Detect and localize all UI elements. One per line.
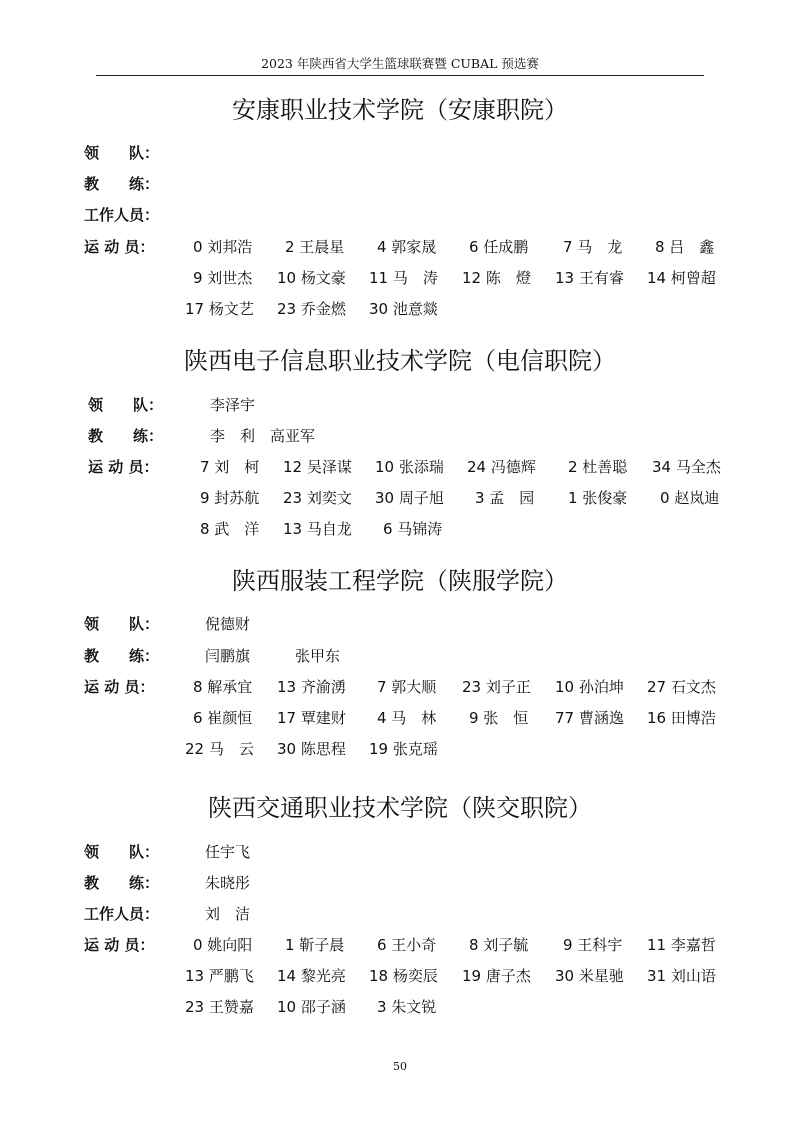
player-entry: 1 张俊豪 (568, 489, 628, 507)
player-row (0, 738, 800, 760)
player-entry: 27 石文杰 (647, 678, 716, 696)
coach-row (88, 425, 728, 447)
player-row (0, 236, 800, 258)
leader-label: 领 队： (84, 615, 160, 633)
coach-label: 教 练： (84, 874, 160, 892)
player-entry: 9 封苏航 (200, 489, 260, 507)
player-entry: 0 刘邦浩 (193, 238, 253, 256)
player-entry: 10 邵子涵 (277, 998, 346, 1016)
player-entry: 8 武 洋 (200, 520, 260, 538)
team-title: 陕西交通职业技术学院（陕交职院） (208, 794, 592, 822)
coach-label: 教 练： (84, 647, 160, 665)
player-entry: 8 解承宜 (193, 678, 253, 696)
player-entry: 19 唐子杰 (462, 967, 531, 985)
coach-label: 教 练： (84, 175, 160, 193)
player-entry: 22 马 云 (185, 740, 254, 758)
player-entry: 11 马 涛 (369, 269, 438, 287)
leader-label: 领 队： (84, 144, 160, 162)
team-title: 陕西服装工程学院（陕服学院） (232, 567, 568, 595)
player-entry: 9 王科宇 (563, 936, 623, 954)
leader-row (88, 394, 728, 416)
leader-value: 李泽宇 (210, 396, 256, 414)
staff-value: 刘 洁 (205, 905, 251, 923)
player-entry: 12 吴泽谋 (283, 458, 352, 476)
leader-label: 领 队： (88, 396, 164, 414)
player-entry: 14 黎光亮 (277, 967, 346, 985)
player-entry: 14 柯曾超 (647, 269, 716, 287)
player-entry: 6 任成鹏 (469, 238, 529, 256)
coach-row (84, 872, 724, 894)
athletes-label: 运 动 员： (84, 936, 155, 954)
player-entry: 30 周子旭 (375, 489, 444, 507)
player-entry: 23 王赞嘉 (185, 998, 254, 1016)
player-entry: 23 刘奕文 (283, 489, 352, 507)
player-entry: 3 孟 园 (475, 489, 535, 507)
player-entry: 9 张 恒 (469, 709, 529, 727)
player-entry: 10 孙泊坤 (555, 678, 624, 696)
player-entry: 34 马全杰 (652, 458, 721, 476)
player-entry: 13 齐渝湧 (277, 678, 346, 696)
coach-row (84, 645, 724, 667)
athletes-label: 运 动 员： (88, 458, 159, 476)
leader-row (84, 142, 724, 164)
player-entry: 10 杨文豪 (277, 269, 346, 287)
player-row (0, 676, 800, 698)
player-entry: 6 王小奇 (377, 936, 437, 954)
header-rule (96, 75, 704, 76)
coach-row (84, 173, 724, 195)
player-row (0, 518, 800, 540)
staff-row (84, 204, 724, 226)
player-row (0, 487, 800, 509)
leader-value: 倪德财 (205, 615, 251, 633)
player-entry: 0 赵岚迪 (660, 489, 720, 507)
player-entry: 30 米星驰 (555, 967, 624, 985)
player-entry: 12 陈 燈 (462, 269, 531, 287)
leader-row (84, 613, 724, 635)
player-entry: 13 马自龙 (283, 520, 352, 538)
team-title: 陕西电子信息职业技术学院（电信职院） (184, 347, 616, 375)
player-entry: 6 崔颜恒 (193, 709, 253, 727)
player-entry: 8 刘子毓 (469, 936, 529, 954)
coach-label: 教 练： (88, 427, 164, 445)
player-row (0, 996, 800, 1018)
leader-value: 任宇飞 (205, 843, 251, 861)
player-entry: 17 杨文艺 (185, 300, 254, 318)
player-row (0, 267, 800, 289)
player-entry: 23 乔金燃 (277, 300, 346, 318)
player-entry: 11 李嘉哲 (647, 936, 716, 954)
player-row (0, 456, 800, 478)
team-title: 安康职业技术学院（安康职院） (232, 96, 568, 124)
player-entry: 30 池意燚 (369, 300, 438, 318)
player-entry: 16 田博浩 (647, 709, 716, 727)
player-entry: 31 刘山语 (647, 967, 716, 985)
player-entry: 2 王晨星 (285, 238, 345, 256)
player-entry: 24 冯德辉 (467, 458, 536, 476)
player-entry: 3 朱文锐 (377, 998, 437, 1016)
coach-value: 闫鹏旗 张甲东 (205, 647, 341, 665)
athletes-label: 运 动 员： (84, 238, 155, 256)
player-entry: 2 杜善聪 (568, 458, 628, 476)
player-row (0, 965, 800, 987)
player-entry: 8 吕 鑫 (655, 238, 715, 256)
player-entry: 4 郭家晟 (377, 238, 437, 256)
player-entry: 10 张添瑞 (375, 458, 444, 476)
page-number: 50 (393, 1060, 407, 1073)
player-row (0, 707, 800, 729)
leader-row (84, 841, 724, 863)
player-entry: 1 靳子晨 (285, 936, 345, 954)
player-entry: 17 覃建财 (277, 709, 346, 727)
player-entry: 13 严鹏飞 (185, 967, 254, 985)
player-entry: 13 王有睿 (555, 269, 624, 287)
player-entry: 18 杨奕辰 (369, 967, 438, 985)
player-entry: 30 陈思程 (277, 740, 346, 758)
player-entry: 7 刘 柯 (200, 458, 260, 476)
player-entry: 19 张克瑶 (369, 740, 438, 758)
staff-label: 工作人员： (84, 206, 160, 224)
player-row (0, 298, 800, 320)
player-entry: 4 马 林 (377, 709, 437, 727)
page-header: 2023 年陕西省大学生篮球联赛暨 CUBAL 预选赛 (261, 56, 539, 71)
coach-value: 李 利 高亚军 (210, 427, 316, 445)
player-entry: 23 刘子正 (462, 678, 531, 696)
player-entry: 9 刘世杰 (193, 269, 253, 287)
player-entry: 0 姚向阳 (193, 936, 253, 954)
coach-value: 朱晓彤 (205, 874, 251, 892)
staff-row (84, 903, 724, 925)
leader-label: 领 队： (84, 843, 160, 861)
player-entry: 7 郭大顺 (377, 678, 437, 696)
staff-label: 工作人员： (84, 905, 160, 923)
player-entry: 77 曹涵逸 (555, 709, 624, 727)
player-entry: 6 马锦涛 (383, 520, 443, 538)
player-entry: 7 马 龙 (563, 238, 623, 256)
athletes-label: 运 动 员： (84, 678, 155, 696)
player-row (0, 934, 800, 956)
